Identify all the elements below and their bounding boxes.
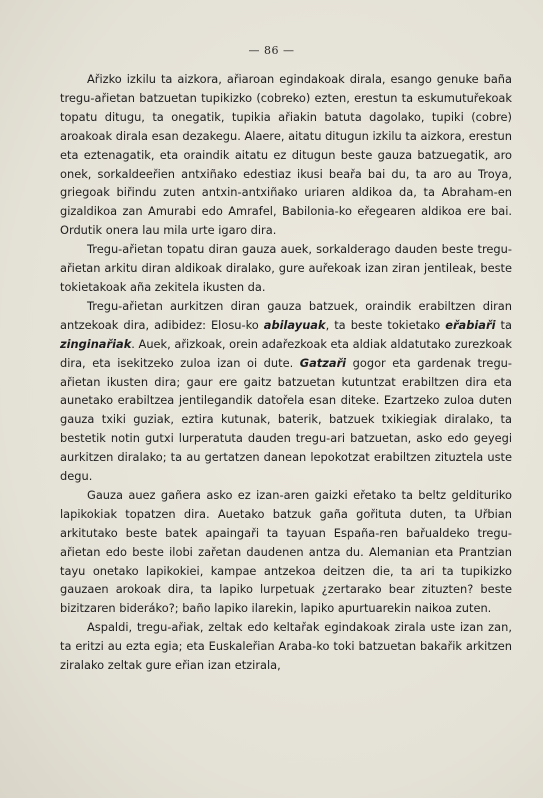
text-run: Gauza auez gañera asko ez izan-aren gaizki eřetako ta beltz geldituriko lapikokiak topatzen dira. Auetako batzuk gaña gořituta duten, ta Uřbian arkitutako beste batek apaingaři ta tayuan España-ren bařualdeko tregu-ařietan edo beste ilobi zařetan daudenen antza du. Alemanian eta Prantzian tayu onetako lapikokiei, kampae antzekoa deitzen die, ta ari ta tupikizko gauzaen arokoak dira, ta lapiko lurpetuak ¿zertarako bear zituzten? beste bizitzaren bideráko?; baño lapiko ilarekin, lapiko apurtuarekin naikoa zuten. xyxy=(60,487,512,616)
page-number: — 86 — xyxy=(248,44,295,57)
paragraph xyxy=(60,240,512,297)
paragraph xyxy=(60,297,512,486)
page-body xyxy=(60,70,512,675)
text-run: Tregu-ařietan aurkitzen diran gauza batzuek, oraindik erabiltzen diran antzekoak dira, adibidez: Elosu-ko xyxy=(60,298,512,332)
text-run: gogor eta gardenak tregu-ařietan ikusten dira; gaur ere gaitz batzuetan kutuntzat erabiltzen dira eta aunetako erabiltzea jentilegandik datořela esan diteke. Ezartzeko zuloa duten gauza txiki guziak, eztira kutunak, baterik, batzuek txikiegiak diralako, ta bestetik notin gutxi lurperatuta dauden tregu-ari batzuetan, asko edo geyegi aurkitzen diralako; ta au gertatzen danean lepokotzat erabiltzen zituztela uste degu. xyxy=(60,355,512,484)
paragraph xyxy=(60,618,512,675)
emphasized-term: zinginařiak xyxy=(60,336,132,351)
text-run: ta xyxy=(495,317,512,332)
emphasized-term: eřabiaři xyxy=(445,317,496,332)
emphasized-term: abilayuak xyxy=(263,317,326,332)
text-run: Tregu-ařietan topatu diran gauza auek, sorkalderago dauden beste tregu-ařietan arkitu diran aldikoak diralako, gure auřekoak izan ziran jentileak, beste tokietakoak aña zekitela ikusten da. xyxy=(60,242,512,294)
text-run: , ta beste tokietako xyxy=(325,317,446,332)
paragraph xyxy=(60,486,512,618)
text-run: . Auek, ařizkoak, orein adařezkoak eta aldiak aldatutako zurezkoak dira, eta isekitzeko zuloa izan oi dute. xyxy=(60,336,512,370)
paragraph xyxy=(60,70,512,240)
emphasized-term: Gatzaři xyxy=(299,355,347,370)
text-run: Ařizko izkilu ta aizkora, ařiaroan egindakoak dirala, esango genuke baña tregu-ařietan batzuetan tupikizko (cobreko) ezten, erestun ta eskumutuřekoak topatu ditugu, ta onegatik, tupikia ařiakin batuta dagolako, tupiki (cobre) aroakoak dirala esan dezakegu. Alaere, aitatu ditugun izkilu ta aizkora, erestun eta eztenagatik, eta oraindik aitatu ez ditugun beste gauza batzuegatik, aro onek, sorkaldeeřien antxiñako edestiaz ikusi beařa bai du, ta aro au Troya, griegoak biřindu zuten antxin-antxiñako uriaren aldikoa da, ta Abraham-en gizaldikoa zan Amurabi edo Amrafel, Babilonia-ko eřegearen aldikoa ere bai. Ordutik onera lau mila urte igaro dira. xyxy=(60,72,512,238)
text-run: Aspaldi, tregu-ařiak, zeltak edo keltařak egindakoak zirala uste izan zan, ta eritzi au ezta egia; eta Euskaleřian Araba-ko toki batzuetan bakařik arkitzen ziralako zeltak gure eřian izan etzirala, xyxy=(60,620,512,673)
